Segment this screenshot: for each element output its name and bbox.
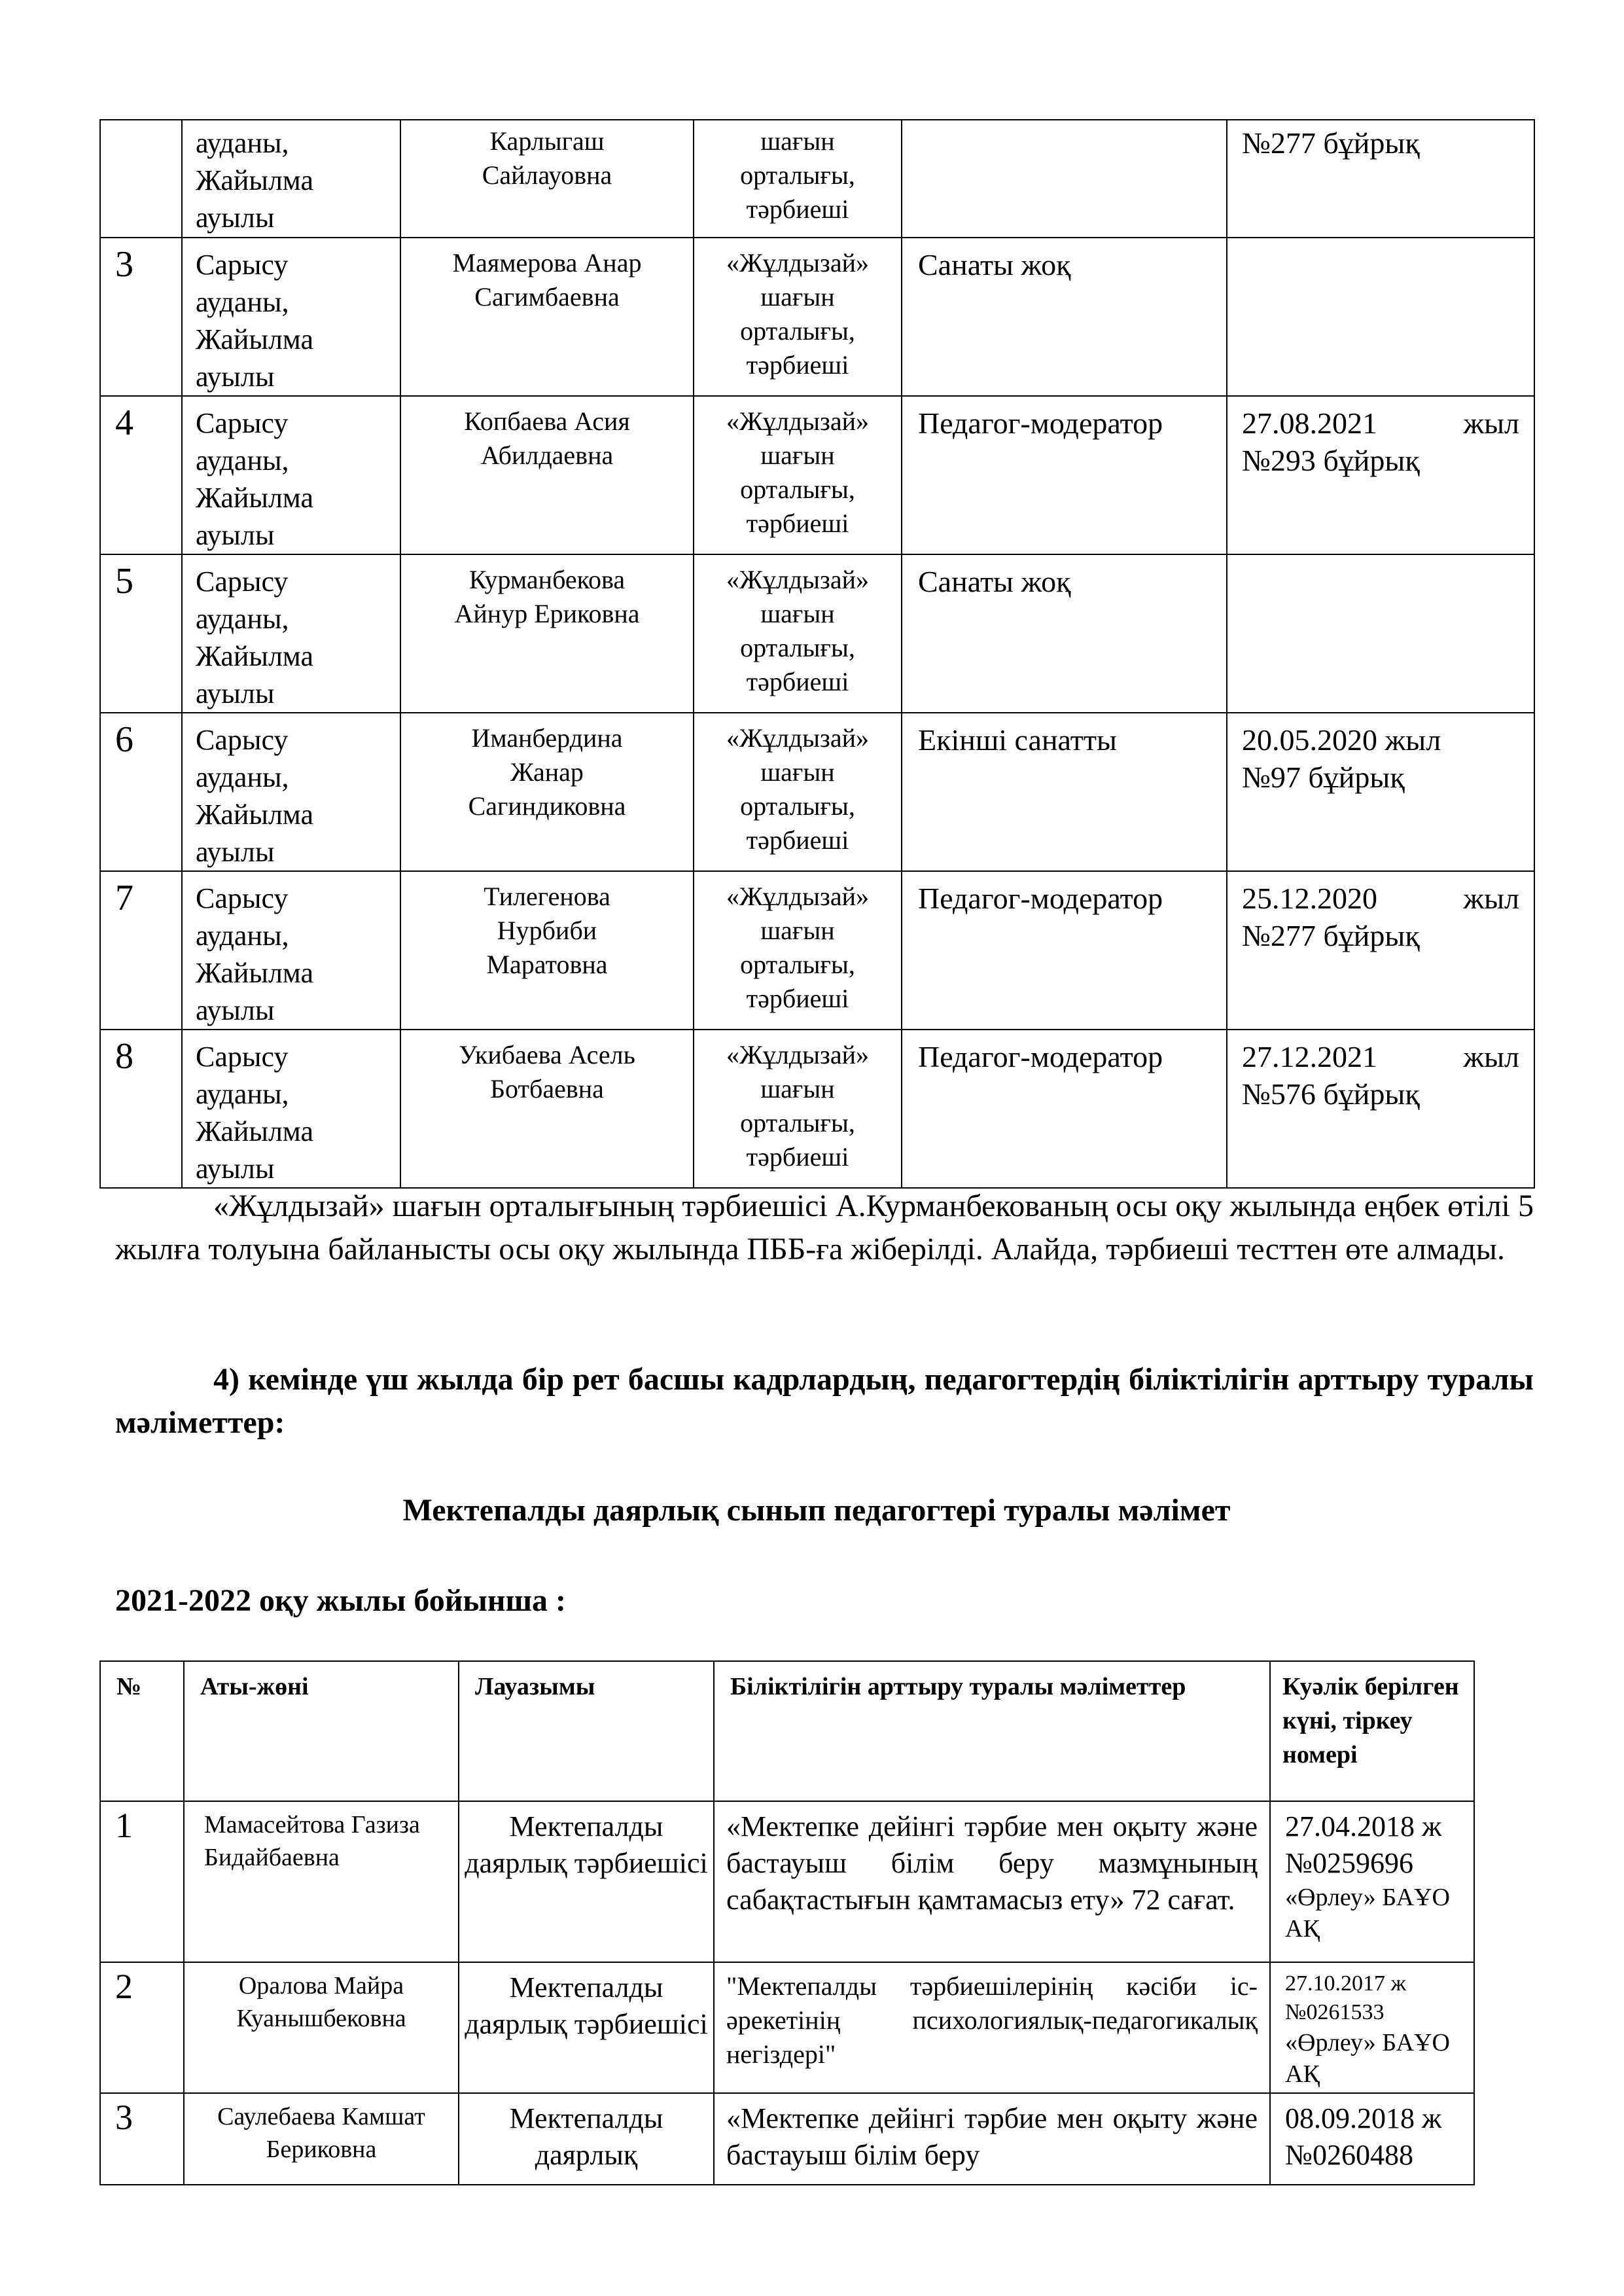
certificate-number: №0261533 bbox=[1285, 2000, 1385, 2024]
cell-line: «Жұлдызай» bbox=[726, 882, 869, 911]
row-number: 3 bbox=[100, 238, 182, 396]
cell-line: Сарысу bbox=[196, 1041, 289, 1073]
certificate-cell bbox=[1270, 1801, 1474, 1962]
cell-line: «Жұлдызай» bbox=[726, 565, 869, 594]
qualification-table bbox=[99, 1660, 1475, 2185]
cell-line: Жайылма bbox=[196, 323, 313, 355]
table-row bbox=[100, 396, 1534, 554]
exam-note-text: «Жұлдызай» шағын орталығының тәрбиешісі А.Курманбекованың осы оқу жылында еңбек өтілі 5 жылға толуына байланысты осы оқу жылында ПББ-ға жіберілді. Алайда, тәрбиеші тесттен өте алмады. bbox=[115, 1189, 1534, 1266]
order-cell bbox=[1227, 713, 1534, 871]
cell-line: ауданы, bbox=[196, 1078, 289, 1110]
certificate-date: 27.10.2017 ж bbox=[1285, 1971, 1406, 1996]
category-cell: Санаты жоқ bbox=[902, 554, 1227, 713]
row-number: 4 bbox=[100, 396, 182, 554]
table-row bbox=[100, 1030, 1534, 1188]
cell-line: ауылы bbox=[196, 361, 275, 393]
cell-line: ауылы bbox=[196, 836, 275, 868]
position-cell: Мектепалды даярлық тәрбиешісі bbox=[459, 1962, 714, 2093]
cell-line: Сарысу bbox=[196, 407, 289, 439]
position-cell: Мектепалды даярлық bbox=[459, 2093, 714, 2185]
position-cell: Мектепалды даярлық тәрбиешісі bbox=[459, 1801, 714, 1962]
order-number: №97 бұйрық bbox=[1242, 761, 1405, 794]
organization-cell bbox=[694, 713, 902, 871]
cell-line: ауылы bbox=[196, 1153, 275, 1185]
order-number: №576 бұйрық bbox=[1242, 1077, 1420, 1111]
teacher-name-cell bbox=[400, 713, 694, 871]
order-date bbox=[1242, 880, 1519, 917]
cell-line: Жайылма bbox=[196, 798, 313, 831]
category-cell: Педагог-модератор bbox=[902, 871, 1227, 1030]
cell-line: тәрбиеші bbox=[746, 194, 849, 224]
order-cell bbox=[1227, 120, 1534, 238]
cell-line: Абилдаевна bbox=[480, 440, 614, 470]
table-row bbox=[100, 238, 1534, 396]
staff-category-table bbox=[99, 119, 1535, 1189]
cell-line: Жайылма bbox=[196, 482, 313, 514]
cell-line: ауданы, bbox=[196, 603, 289, 635]
cell-line: тәрбиеші bbox=[746, 825, 849, 855]
cell-line: Укибаева Асель bbox=[459, 1040, 635, 1069]
cell-line: Копбаева Асия bbox=[464, 406, 630, 436]
cell-line: ауданы, bbox=[196, 127, 289, 159]
cell-line: шағын bbox=[760, 916, 835, 945]
row-number: 8 bbox=[100, 1030, 182, 1188]
certificate-number: №0260488 bbox=[1285, 2139, 1413, 2171]
cell-line: шағын bbox=[760, 440, 835, 470]
cell-line: шағын bbox=[760, 599, 835, 628]
cell-line: Тилегенова bbox=[484, 882, 610, 911]
certificate-number: №0259696 bbox=[1285, 1847, 1413, 1879]
cell-line: Ботбаевна bbox=[490, 1074, 604, 1103]
cell-line: орталығы, bbox=[740, 950, 855, 979]
teacher-name-cell: Мамасейтова Газиза Бидайбаевна bbox=[184, 1801, 459, 1962]
certificate-date: 27.04.2018 ж bbox=[1285, 1810, 1442, 1842]
cell-line: Жайылма bbox=[196, 164, 313, 196]
category-cell bbox=[902, 120, 1227, 238]
cell-line: Жайылма bbox=[196, 1115, 313, 1147]
cell-line: ауданы, bbox=[196, 761, 289, 793]
order-date bbox=[1242, 404, 1519, 442]
cell-line: Сайлауовна bbox=[482, 160, 612, 190]
teacher-name-cell bbox=[400, 396, 694, 554]
cell-line: ауылы bbox=[196, 519, 275, 551]
row-number: 6 bbox=[100, 713, 182, 871]
teacher-name-cell bbox=[400, 1030, 694, 1188]
order-date-value: 20.05.2020 жыл bbox=[1242, 723, 1441, 757]
cell-line: Сарысу bbox=[196, 882, 289, 914]
cell-line: Сагимбаевна bbox=[474, 282, 620, 312]
order-cell bbox=[1227, 396, 1534, 554]
order-number: №293 бұйрық bbox=[1242, 444, 1420, 477]
certificate-issuer: «Өрлеу» БАҰО АҚ bbox=[1285, 2029, 1450, 2088]
organization-cell bbox=[694, 554, 902, 713]
order-date-value: 25.12.2020 bbox=[1242, 882, 1377, 915]
header-name: Аты-жөні bbox=[184, 1661, 459, 1801]
certificate-cell bbox=[1270, 1962, 1474, 2093]
cell-line: Жайылма bbox=[196, 957, 313, 989]
cell-line: тәрбиеші bbox=[746, 667, 849, 696]
row-number: 3 bbox=[100, 2093, 184, 2185]
table-row bbox=[100, 1801, 1474, 1962]
cell-line: Курманбекова bbox=[468, 565, 626, 594]
order-date-unit: жыл bbox=[1463, 406, 1519, 440]
order-number: №277 бұйрық bbox=[1242, 919, 1420, 952]
cell-line: ауылы bbox=[196, 994, 275, 1026]
district-cell bbox=[182, 713, 400, 871]
order-cell bbox=[1227, 238, 1534, 396]
cell-line: орталығы, bbox=[740, 160, 855, 190]
organization-cell bbox=[694, 238, 902, 396]
cell-line: Сарысу bbox=[196, 724, 289, 756]
teacher-name-cell bbox=[400, 554, 694, 713]
qualification-info-cell: "Мектепалды тәрбиешілерінің кәсіби іс-әрекетінің психологиялық-педагогикалық негіздері" bbox=[714, 1962, 1270, 2093]
cell-line: Сарысу bbox=[196, 249, 289, 281]
certificate-cell bbox=[1270, 2093, 1474, 2185]
cell-line: ауданы, bbox=[196, 920, 289, 952]
order-date-unit: жыл bbox=[1463, 1040, 1519, 1073]
cell-line: «Жұлдызай» bbox=[726, 248, 869, 278]
cell-line: ауданы, bbox=[196, 444, 289, 476]
organization-cell bbox=[694, 871, 902, 1030]
cell-line: тәрбиеші bbox=[746, 350, 849, 380]
order-number: №277 бұйрық bbox=[1242, 126, 1420, 160]
exam-note-paragraph bbox=[115, 1185, 1534, 1271]
cell-line: тәрбиеші bbox=[746, 509, 849, 538]
table-row bbox=[100, 1962, 1474, 2093]
cell-line: «Жұлдызай» bbox=[726, 723, 869, 753]
cell-line: Сагиндиковна bbox=[468, 791, 626, 821]
cell-line: Нурбиби bbox=[497, 916, 597, 945]
order-cell bbox=[1227, 871, 1534, 1030]
cell-line: Маратовна bbox=[486, 950, 608, 979]
district-cell bbox=[182, 1030, 400, 1188]
header-info: Біліктілігін арттыру туралы мәліметтер bbox=[714, 1661, 1270, 1801]
order-date-value: 27.08.2021 bbox=[1242, 406, 1377, 440]
cell-line: ауданы, bbox=[196, 286, 289, 318]
cell-line: Маямерова Анар bbox=[452, 248, 642, 278]
cell-line: шағын bbox=[760, 1074, 835, 1103]
cell-line: орталығы, bbox=[740, 316, 855, 346]
qualification-info-cell: «Мектепке дейінгі тәрбие мен оқыту және бастауыш білім беру мазмұнының сабақтастығын қамтамасыз ету» 72 сағат. bbox=[714, 1801, 1270, 1962]
table-row bbox=[100, 554, 1534, 713]
cell-line: Сарысу bbox=[196, 565, 289, 598]
cell-line: шағын bbox=[760, 282, 835, 312]
table-row bbox=[100, 713, 1534, 871]
organization-cell bbox=[694, 120, 902, 238]
cell-line: Иманбердина bbox=[471, 723, 623, 753]
cell-line: орталығы, bbox=[740, 1108, 855, 1138]
cell-line: шағын bbox=[760, 757, 835, 787]
cell-line: Жанар bbox=[510, 757, 584, 787]
row-number: 5 bbox=[100, 554, 182, 713]
cell-line: Айнур Ериковна bbox=[454, 599, 640, 628]
organization-cell bbox=[694, 1030, 902, 1188]
row-number: 7 bbox=[100, 871, 182, 1030]
cell-line: орталығы, bbox=[740, 475, 855, 504]
year-title: 2021-2022 оқу жылы бойынша : bbox=[115, 1583, 566, 1618]
cell-line: ауылы bbox=[196, 677, 275, 709]
certificate-date: 08.09.2018 ж bbox=[1285, 2102, 1442, 2134]
order-date-unit: жыл bbox=[1463, 882, 1519, 915]
category-cell: Педагог-модератор bbox=[902, 396, 1227, 554]
district-cell bbox=[182, 238, 400, 396]
teacher-name-cell bbox=[400, 120, 694, 238]
cell-line: тәрбиеші bbox=[746, 1142, 849, 1172]
district-cell bbox=[182, 871, 400, 1030]
organization-cell bbox=[694, 396, 902, 554]
section-title: Мектепалды даярлық сынып педагогтері туралы мәлімет bbox=[402, 1493, 1231, 1528]
district-cell bbox=[182, 120, 400, 238]
row-number: 2 bbox=[100, 1962, 184, 2093]
order-cell bbox=[1227, 1030, 1534, 1188]
header-num: № bbox=[100, 1661, 184, 1801]
order-date bbox=[1242, 721, 1519, 759]
cell-line: орталығы, bbox=[740, 633, 855, 662]
cell-line: шағын bbox=[760, 126, 835, 156]
cell-line: тәрбиеші bbox=[746, 984, 849, 1013]
row-number: 1 bbox=[100, 1801, 184, 1962]
cell-line: ауылы bbox=[196, 202, 275, 234]
cell-line: «Жұлдызай» bbox=[726, 406, 869, 436]
table-header-row bbox=[100, 1661, 1474, 1801]
table-row bbox=[100, 871, 1534, 1030]
cell-line: Жайылма bbox=[196, 640, 313, 672]
qualification-info-cell: «Мектепке дейінгі тәрбие мен оқыту және бастауыш білім беру bbox=[714, 2093, 1270, 2185]
cell-line: орталығы, bbox=[740, 791, 855, 821]
teacher-name-cell bbox=[400, 238, 694, 396]
cell-line: Карлыгаш bbox=[489, 126, 605, 156]
category-cell: Педагог-модератор bbox=[902, 1030, 1227, 1188]
district-cell bbox=[182, 554, 400, 713]
row-number bbox=[100, 120, 182, 238]
order-date-value: 27.12.2021 bbox=[1242, 1040, 1377, 1073]
category-cell: Екінші санатты bbox=[902, 713, 1227, 871]
order-cell bbox=[1227, 554, 1534, 713]
teacher-name-cell: Оралова Майра Куанышбековна bbox=[184, 1962, 459, 2093]
certificate-issuer: «Өрлеу» БАҰО АҚ bbox=[1285, 1884, 1450, 1943]
header-cert: Куәлік берілген күні, тіркеу номері bbox=[1270, 1661, 1474, 1801]
teacher-name-cell bbox=[400, 871, 694, 1030]
category-cell: Санаты жоқ bbox=[902, 238, 1227, 396]
qualification-heading: 4) кемінде үш жылда бір рет басшы кадрлардың, педагогтердің біліктілігін арттыру туралы мәліметтер: bbox=[115, 1362, 1534, 1440]
header-position: Лауазымы bbox=[459, 1661, 714, 1801]
order-date bbox=[1242, 1038, 1519, 1075]
district-cell bbox=[182, 396, 400, 554]
teacher-name-cell: Саулебаева Камшат Бериковна bbox=[184, 2093, 459, 2185]
table-row bbox=[100, 120, 1534, 238]
table-row bbox=[100, 2093, 1474, 2185]
cell-line: «Жұлдызай» bbox=[726, 1040, 869, 1069]
